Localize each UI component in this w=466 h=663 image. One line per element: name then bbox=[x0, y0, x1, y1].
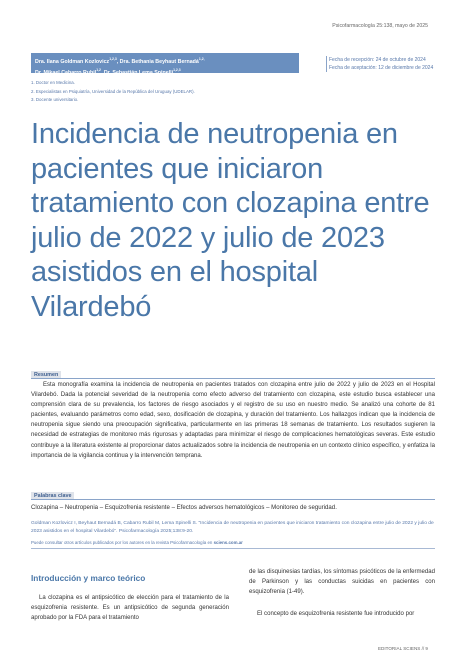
affiliation-2: 2. Especialistas en Psiquiatría, Universidad de la República del Uruguay (UDELAR). bbox=[31, 88, 195, 94]
keywords-label: Palabras clave bbox=[31, 492, 74, 500]
keywords-text: Clozapina – Neutropenia – Esquizofrenia resistente – Efectos adversos hematológicos – Monitoreo de seguridad. bbox=[31, 504, 337, 511]
affiliation-1: 1. Doctor en Medicina. bbox=[31, 80, 75, 85]
abstract-rule bbox=[31, 378, 435, 379]
page-footer: EDITORIAL SCIENS // 9 bbox=[377, 646, 428, 651]
abstract-label: Resumen bbox=[31, 371, 61, 379]
affiliation-3: 3. Docente universitario. bbox=[31, 97, 79, 102]
section-heading: Introducción y marco teórico bbox=[31, 573, 146, 583]
intro-left-paragraph: La clozapina es el antipsicótico de elección para el tratamiento de la esquizofrenia resistente. Es un antipsicótico de segunda generación aprobado por la FDA para el tratamiento bbox=[31, 595, 229, 621]
received-date: Fecha de recepción: 24 de octubre de 2024 bbox=[329, 57, 426, 63]
authors-line-2: Dr. Mikael Cabarro Rubil$^{1,2}$, Dr. Sebastián Lema Spinelli$^{1,2,3}$ bbox=[35, 67, 181, 76]
article-dates bbox=[326, 56, 434, 72]
citation-rule bbox=[31, 548, 435, 549]
intro-right-paragraph-1: de las disquinesias tardías, los síntomas psicóticos de la enfermedad de Parkinson y las conductas suicidas en pacientes con esquizofrenia (1-49). bbox=[249, 569, 435, 595]
more-articles-note: Puede consultar otros artículos publicados por los autores en la revista Psicofarmacología en sciens.com.ar bbox=[31, 540, 243, 545]
sciens-link[interactable]: sciens.com.ar bbox=[213, 540, 243, 545]
abstract-text: Esta monografía examina la incidencia de neutropenia en pacientes tratados con clozapina entre julio de 2022 y julio de 2023 en el Hospital Vilardebó. Dada la potencial severidad de la neutropenia como efecto adverso del tratamiento con clozapina, este estudio busca establecer una comprensión clara de su prevalencia, los factores de riesgo asociados y el registro de su uso en nuestro medio. Se analizó una cohorte de 81 pacientes, evaluando parámetros como edad, sexo, dosificación de clozapina, y duración del tratamiento. Los hallazgos indican que la incidencia de neutropenia sigue siendo una preocupación significativa, particularmente en las primeras 18 semanas de tratamiento. Los resultados sugieren la necesidad de estrategias de monitoreo más rigurosas y adaptadas para minimizar el riesgo de complicaciones hematológicas severas. Este estudio contribuye a la literatura existente al proporcionar datos actualizados sobre la incidencia de neutropenia en un contexto clínico específico, y enfatiza la importancia de la vigilancia continua y la intervención temprana. bbox=[31, 382, 435, 459]
citation: Goldman Kozlovicz I, Beyhaut Bernadá B, Cabarro Rubil M, Lema Spinelli S. "Incidencia de neutropenia en pacientes que iniciaron tratamiento con clozapina entre julio de 2022 y julio de 2023 asistidos en el hospital Vilardebó". Psicofarmacología 2025;138:9-20. bbox=[31, 521, 434, 534]
intro-right-paragraph-2: El concepto de esquizofrenia resistente fue introducido por bbox=[257, 611, 415, 617]
running-head: Psicofarmacología 25:138, mayo de 2025 bbox=[332, 23, 428, 29]
keywords-rule bbox=[31, 499, 435, 500]
intro-right-column bbox=[249, 567, 435, 619]
accepted-date: Fecha de aceptación: 12 de diciembre de 2024 bbox=[329, 65, 434, 71]
authors-box bbox=[31, 53, 299, 76]
article-title: Incidencia de neutropenia en pacientes que iniciaron tratamiento con clozapina entre julio de 2022 y julio de 2023 asistidos en el hospital Vilardebó bbox=[31, 118, 430, 323]
authors-line-1: Dra. Ilana Goldman Kozlovicz$^{1,2,3}$, Dra. Bethania Beyhaut Bernadá$^{1,2,}$ bbox=[35, 57, 205, 65]
affiliations bbox=[31, 79, 195, 105]
